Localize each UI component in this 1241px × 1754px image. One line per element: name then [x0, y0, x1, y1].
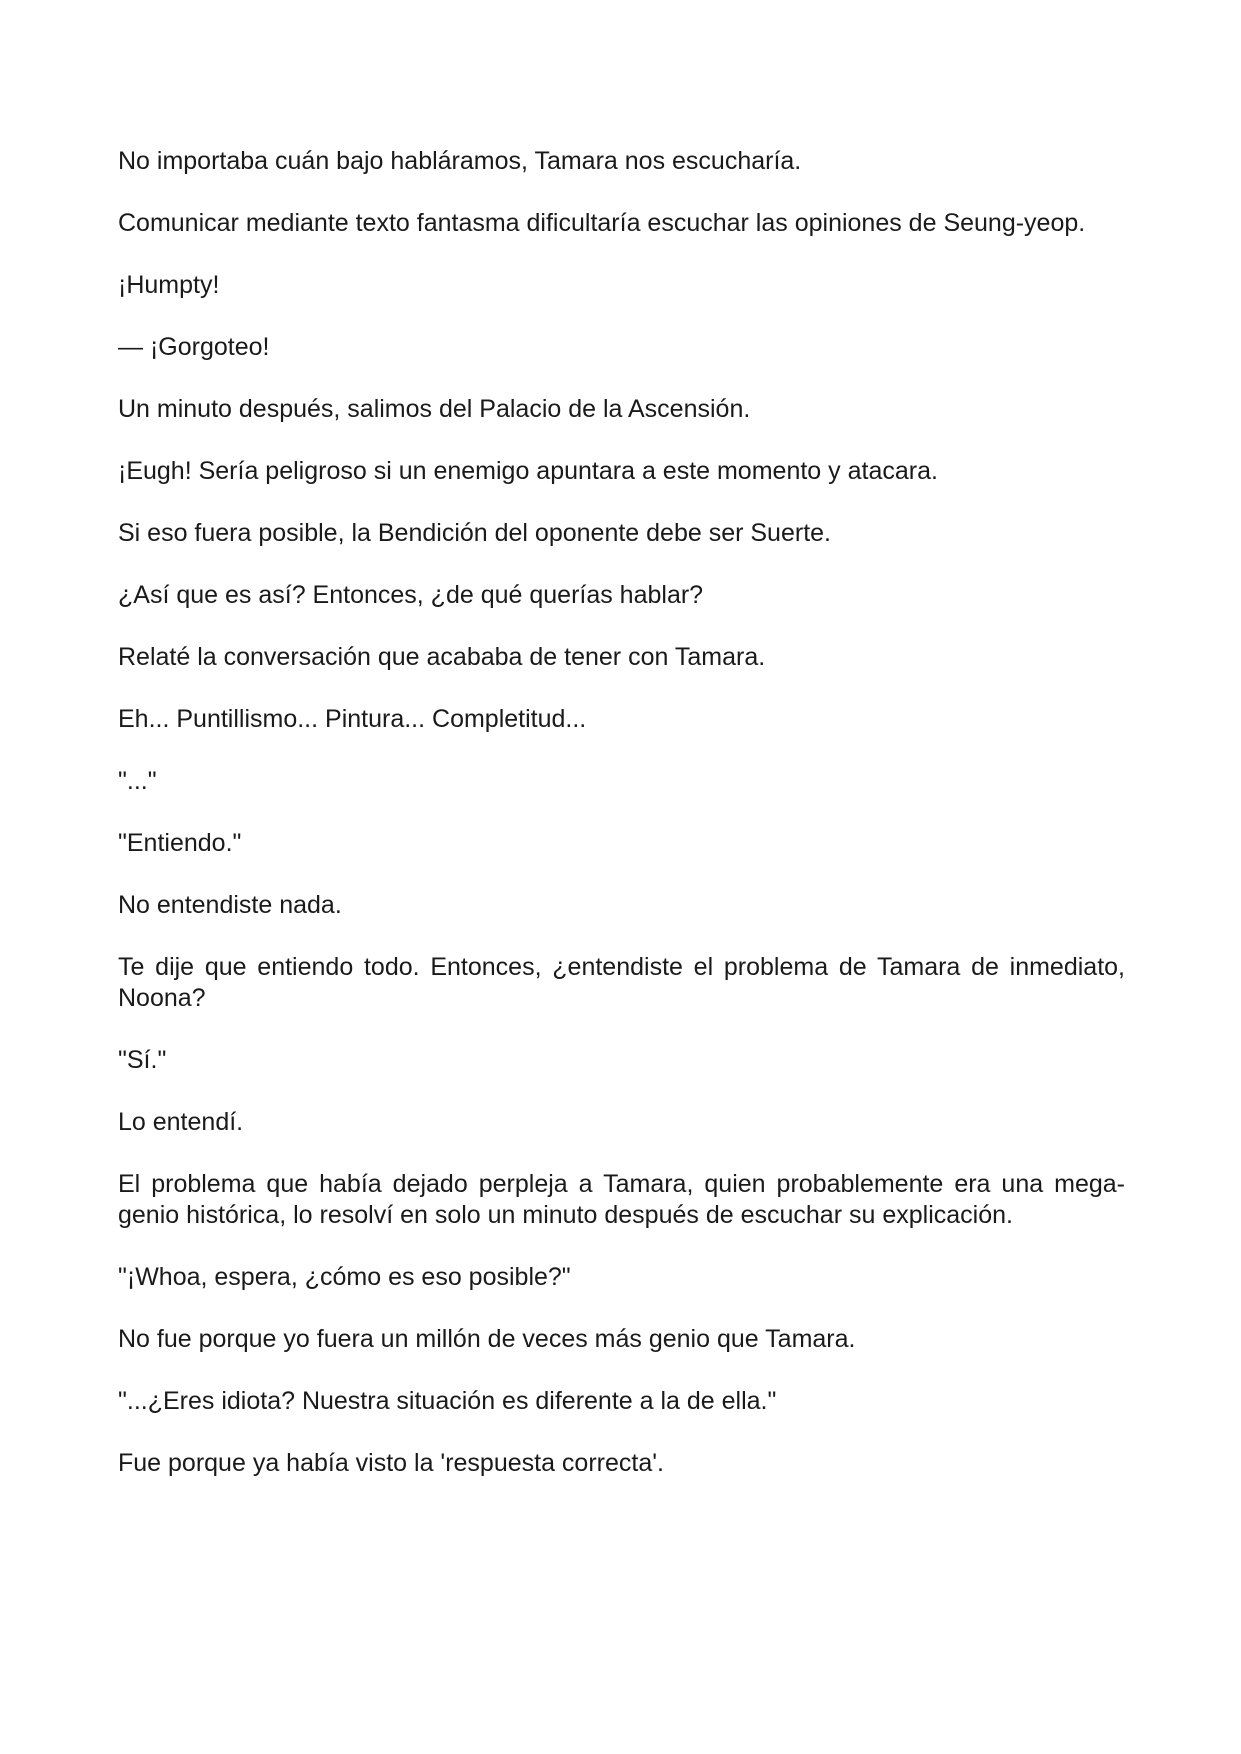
paragraph: Relaté la conversación que acababa de tener con Tamara.	[118, 643, 766, 671]
paragraph: "¡Whoa, espera, ¿cómo es eso posible?"	[118, 1263, 571, 1291]
paragraph: ¿Así que es así? Entonces, ¿de qué querías hablar?	[118, 581, 704, 609]
paragraph: El problema que había dejado perpleja a Tamara, quien probablemente era una mega-genio histórica, lo resolví en solo un minuto después de escuchar su explicación.	[118, 1170, 1125, 1229]
paragraph: No fue porque yo fuera un millón de veces más genio que Tamara.	[118, 1325, 856, 1353]
paragraph: Te dije que entiendo todo. Entonces, ¿entendiste el problema de Tamara de inmediato, Noona?	[118, 953, 1125, 1012]
paragraph: Comunicar mediante texto fantasma dificultaría escuchar las opiniones de Seung-yeop.	[118, 209, 1086, 237]
paragraph: Un minuto después, salimos del Palacio de la Ascensión.	[118, 395, 751, 423]
paragraph: Lo entendí.	[118, 1108, 244, 1136]
paragraph: ¡Eugh! Sería peligroso si un enemigo apuntara a este momento y atacara.	[118, 457, 938, 485]
paragraph: "Entiendo."	[118, 829, 242, 857]
paragraph: Eh... Puntillismo... Pintura... Completitud...	[118, 705, 587, 733]
paragraph: "...¿Eres idiota? Nuestra situación es diferente a la de ella."	[118, 1387, 777, 1415]
document-body	[118, 146, 1125, 1479]
paragraph: No entendiste nada.	[118, 891, 342, 919]
paragraph: Si eso fuera posible, la Bendición del oponente debe ser Suerte.	[118, 519, 831, 547]
paragraph: "..."	[118, 767, 157, 795]
paragraph: "Sí."	[118, 1046, 167, 1074]
paragraph: ¡Humpty!	[118, 271, 220, 299]
paragraph: Fue porque ya había visto la 'respuesta correcta'.	[118, 1449, 664, 1477]
paragraph: — ¡Gorgoteo!	[118, 333, 270, 361]
paragraph: No importaba cuán bajo habláramos, Tamara nos escucharía.	[118, 147, 802, 175]
